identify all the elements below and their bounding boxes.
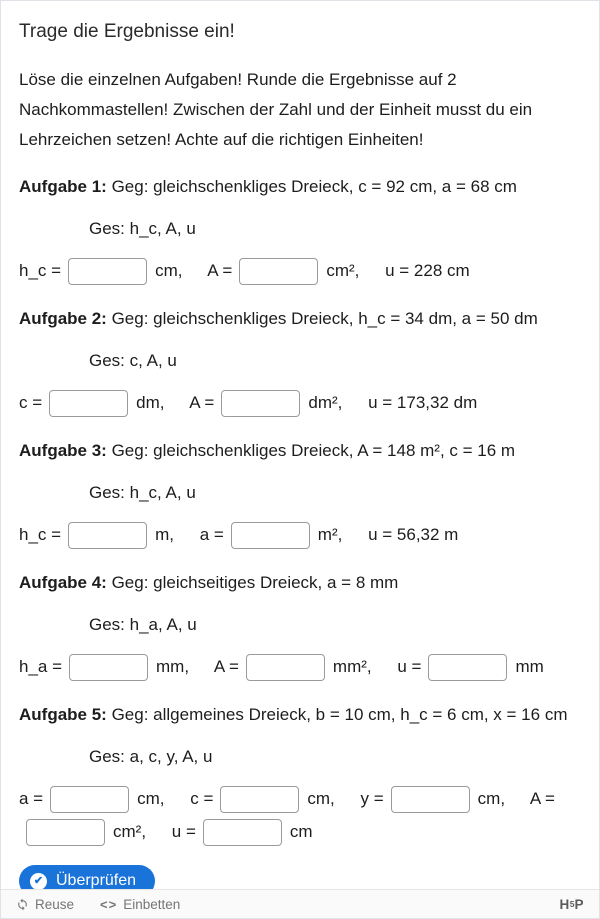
task-5-field-u-unit: cm [289,822,313,841]
check-button-label: Überprüfen [56,872,137,889]
task-4-fields [19,650,581,683]
task-5-input-u[interactable] [203,819,282,846]
task-2-fields [19,386,581,419]
task-2-field-c-unit: dm, [136,393,165,412]
task-5-input-y[interactable] [391,786,470,813]
task-1-given: Geg: gleichschenkliges Dreieck, c = 92 cm, a = 68 cm [111,177,517,196]
task-4-field-ha-unit: mm, [156,657,190,676]
embed-label: Einbetten [123,896,181,912]
task-1-field-hc-unit: cm, [155,261,183,280]
task-2-input-c[interactable] [49,390,128,417]
task-2-result-u: u = 173,32 dm [368,393,478,412]
task-1-heading [19,175,581,199]
task-3-field-a-unit: m², [317,525,343,544]
task-4 [19,571,581,683]
task-3-label: Aufgabe 3: [19,441,107,460]
task-5-field-c-unit: cm, [307,789,335,808]
task-2-label: Aufgabe 2: [19,309,107,328]
task-3-field-a-label: a = [199,525,224,544]
task-1-label: Aufgabe 1: [19,177,107,196]
reuse-button[interactable] [16,897,74,912]
task-5-field-A-label: A = [529,789,555,808]
task-4-input-A[interactable] [246,654,325,681]
h5p-logo-p: P [574,896,584,912]
instructions-text: Löse die einzelnen Aufgaben! Runde die Ergebnisse auf 2 Nachkommastellen! Zwischen der Zahl und der Einheit musst du ein Lehrzeichen setzen! Achte auf die richtigen Einheiten! [19,70,533,149]
task-1-field-hc-label: h_c = [19,261,62,280]
task-4-field-A-unit: mm², [332,657,372,676]
task-3-given: Geg: gleichschenkliges Dreieck, A = 148 m², c = 16 m [111,441,516,460]
task-5-fields [19,782,581,848]
task-1-result-u: u = 228 cm [385,261,470,280]
task-5 [19,703,581,848]
task-5-sought: Ges: a, c, y, A, u [89,747,213,766]
task-1-input-hc[interactable] [68,258,147,285]
task-5-heading [19,703,581,727]
task-1-field-A-unit: cm², [326,261,360,280]
check-circle-icon: ✔ [30,873,47,890]
task-5-field-a-unit: cm, [137,789,165,808]
task-1-field-A-label: A = [207,261,233,280]
page-title: Trage die Ergebnisse ein! [19,21,235,42]
task-2-field-A-unit: dm², [308,393,343,412]
task-3-sought: Ges: h_c, A, u [89,483,196,502]
embed-button[interactable] [100,897,180,912]
task-1-sought: Ges: h_c, A, u [89,219,196,238]
task-5-field-a-label: a = [19,789,44,808]
task-2 [19,307,581,419]
task-3-field-hc-unit: m, [155,525,174,544]
task-5-field-y-unit: cm, [477,789,506,808]
task-3-heading [19,439,581,463]
task-2-given: Geg: gleichschenkliges Dreieck, h_c = 34 dm, a = 50 dm [111,309,538,328]
task-3-input-hc[interactable] [68,522,147,549]
task-2-heading [19,307,581,331]
reuse-label: Reuse [35,896,75,912]
task-3 [19,439,581,551]
task-5-field-A-unit: cm², [113,822,147,841]
task-4-heading [19,571,581,595]
task-5-input-c[interactable] [220,786,299,813]
h5p-logo-h: H [559,896,570,912]
task-4-field-A-label: A = [213,657,239,676]
task-4-field-u-label: u = [397,657,422,676]
task-3-result-u: u = 56,32 m [368,525,459,544]
task-3-field-hc-label: h_c = [19,525,62,544]
task-5-given: Geg: allgemeines Dreieck, b = 10 cm, h_c = 6 cm, x = 16 cm [111,705,568,724]
task-4-field-ha-label: h_a = [19,657,63,676]
task-2-field-A-label: A = [189,393,215,412]
task-5-field-y-label: y = [360,789,384,808]
h5p-footer-bar [1,889,599,918]
task-5-input-A[interactable] [26,819,105,846]
task-1 [19,175,581,287]
task-4-given: Geg: gleichseitiges Dreieck, a = 8 mm [111,573,399,592]
exercise-content [1,1,599,897]
task-5-input-a[interactable] [50,786,129,813]
embed-code-icon: <> [100,896,118,912]
task-5-label: Aufgabe 5: [19,705,107,724]
task-4-input-u[interactable] [428,654,507,681]
task-2-field-c-label: c = [19,393,43,412]
task-4-input-ha[interactable] [69,654,148,681]
task-4-sought: Ges: h_a, A, u [89,615,197,634]
task-2-input-A[interactable] [221,390,300,417]
h5p-logo[interactable] [560,897,585,912]
reuse-icon [16,898,29,911]
task-5-field-c-label: c = [190,789,214,808]
task-3-fields [19,518,581,551]
task-1-fields [19,254,581,287]
task-4-field-u-unit: mm [515,657,544,676]
task-5-field-u-label: u = [171,822,196,841]
h5p-logo-5: 5 [569,898,575,909]
task-1-input-A[interactable] [239,258,318,285]
task-2-sought: Ges: c, A, u [89,351,177,370]
task-4-label: Aufgabe 4: [19,573,107,592]
task-3-input-a[interactable] [231,522,310,549]
